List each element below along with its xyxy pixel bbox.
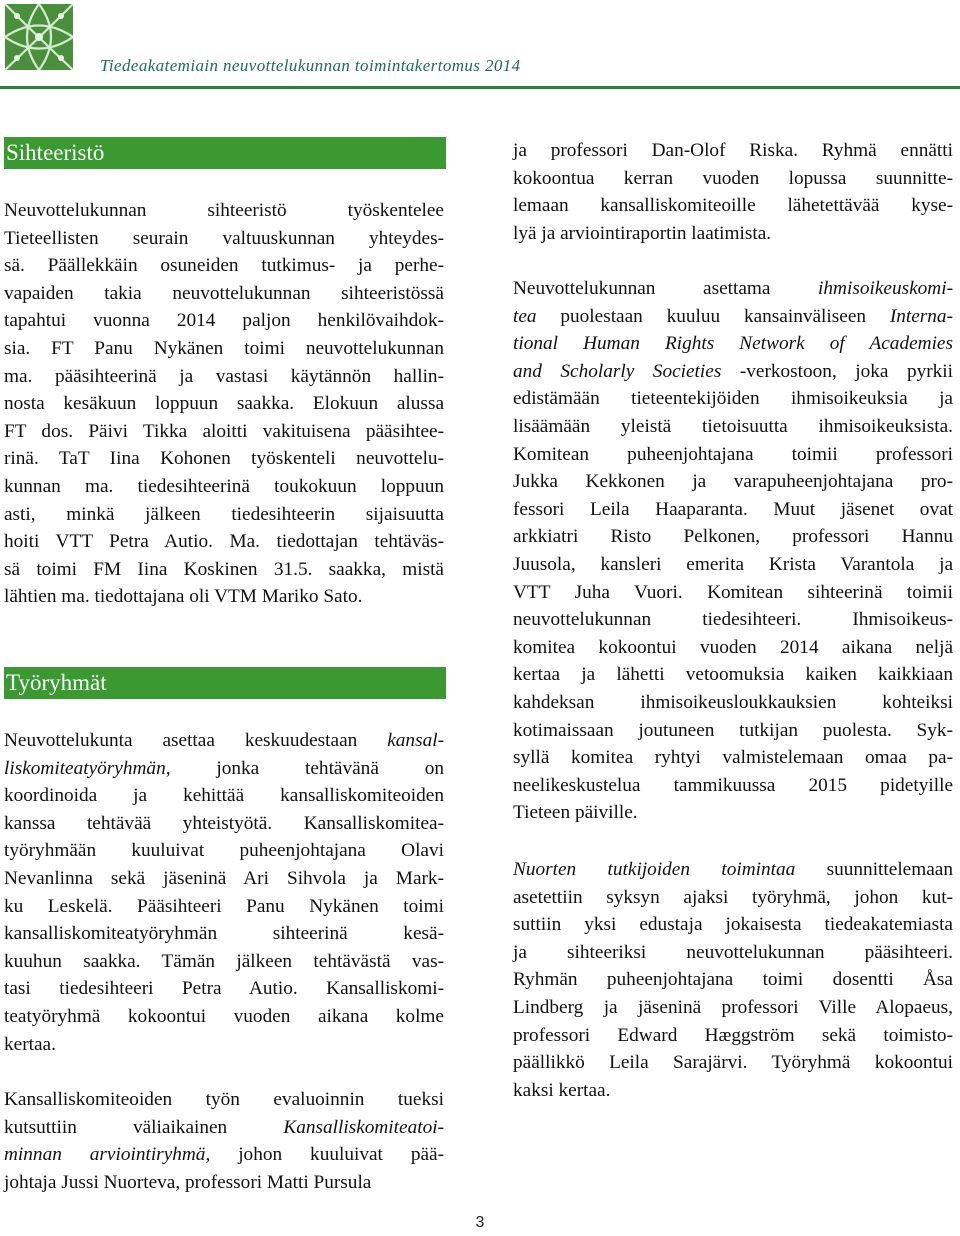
text: sä toimi FM Iina Koskinen 31.5. saakka, mistä xyxy=(4,558,444,580)
text-line xyxy=(513,1049,953,1077)
text-line xyxy=(4,1086,444,1114)
text-line xyxy=(4,473,444,501)
text: kunnan ma. tiedesihteerinä toukokuun loppuun xyxy=(4,475,444,497)
text-line xyxy=(513,220,953,248)
text: Neuvottelukunnan sihteeristö työskentelee xyxy=(4,200,444,221)
paragraph-kansalliskomiteatyoryhma xyxy=(4,727,444,1058)
text-line xyxy=(4,727,444,755)
text-line xyxy=(4,583,444,611)
text: edistämään tieteentekijöiden ihmisoikeuksia ja xyxy=(513,388,953,410)
text-line xyxy=(513,468,953,496)
text: professori Edward Hæggström sekä toimisto- xyxy=(513,1024,953,1046)
italic-text: tional Human Rights Network of Academies xyxy=(513,333,953,355)
text-line xyxy=(4,865,444,893)
text-line xyxy=(4,837,444,865)
text: Tieteellisten seurain valtuuskunnan yhteydes- xyxy=(4,227,444,249)
text-line xyxy=(513,441,953,469)
text-line xyxy=(513,358,953,386)
text: johtaja Jussi Nuorteva, professori Matti Pursula xyxy=(4,1171,372,1193)
text: lyä ja arviointiraportin laatimista. xyxy=(513,222,772,244)
text: Lindberg ja jäseninä professori Ville Alopaeus, xyxy=(513,996,953,1018)
text-line xyxy=(4,501,444,529)
text: kotimaissaan joutuneen tutkijan puolesta. Syk- xyxy=(513,719,953,741)
text: asti, minkä jälkeen tiedesihteerin sijaisuutta xyxy=(4,503,444,525)
text-line xyxy=(4,252,444,280)
text: Komitean puheenjohtajana toimii professori xyxy=(513,443,953,465)
text: neelikeskustelua tammikuussa 2015 pidetyille xyxy=(513,774,953,796)
text-line xyxy=(513,856,953,884)
text: Neuvottelukunnan asettama xyxy=(513,278,819,299)
text: puolestaan kuuluu kansainväliseen xyxy=(536,305,890,327)
text-line xyxy=(4,1169,444,1197)
text: , johon kuuluivat pää- xyxy=(205,1144,444,1166)
text: teatyöryhmä kokoontui vuoden aikana kolme xyxy=(4,1005,444,1027)
text: hoiti VTT Petra Autio. Ma. tiedottajan tehtäväs- xyxy=(4,531,444,553)
text-line xyxy=(513,275,953,303)
text-line xyxy=(513,385,953,413)
text-line xyxy=(513,165,953,193)
text-line xyxy=(513,606,953,634)
text: Nevanlinna sekä jäseninä Ari Sihvola ja Mark- xyxy=(4,867,444,889)
text-line xyxy=(4,1141,444,1169)
text: fessori Leila Haaparanta. Muut jäsenet ovat xyxy=(513,498,953,520)
text: -verkostoon, joka pyrkii xyxy=(721,360,953,382)
text-line xyxy=(513,772,953,800)
text-line xyxy=(4,528,444,556)
text-line xyxy=(513,330,953,358)
text-line xyxy=(4,920,444,948)
text-line xyxy=(513,689,953,717)
text-line xyxy=(4,556,444,584)
text-line xyxy=(513,303,953,331)
text: työryhmään kuuluivat puheenjohtajana Olavi xyxy=(4,840,444,862)
text: koordinoida ja kehittää kansalliskomiteoiden xyxy=(4,785,444,807)
italic-text: tea xyxy=(513,305,537,327)
text: suttiin yksi edustaja jokaisesta tiedeakatemiasta xyxy=(513,914,953,936)
text-line xyxy=(513,966,953,994)
text: tasi tiedesihteeri Petra Autio. Kansalliskomi- xyxy=(4,978,444,1000)
italic-text: ihmisoikeuskomi- xyxy=(818,278,953,299)
paragraph-arviointiryhma-continued xyxy=(513,137,953,247)
text: Kansalliskomiteoiden työn evaluoinnin tueksi xyxy=(4,1089,444,1110)
text-line xyxy=(4,948,444,976)
paragraph-arviointiryhma xyxy=(4,1086,444,1196)
text-line xyxy=(4,1114,444,1142)
text: arkkiatri Risto Pelkonen, professori Hannu xyxy=(513,526,953,548)
text-line xyxy=(513,911,953,939)
text-line xyxy=(4,307,444,335)
text: VTT Juha Vuori. Komitean sihteerinä toimii xyxy=(513,581,953,603)
text: kaksi kertaa. xyxy=(513,1079,611,1101)
paragraph-nuorten-tutkijoiden-toiminta xyxy=(513,856,953,1104)
header-divider xyxy=(0,86,960,89)
text: nosta kesäkuun loppuun saakka. Elokuun alussa xyxy=(4,393,444,415)
text-line xyxy=(4,782,444,810)
text-line xyxy=(4,363,444,391)
leaf-pattern-logo-icon xyxy=(5,4,73,70)
text: kanssa tehtävää yhteistyötä. Kansalliskomitea- xyxy=(4,812,444,834)
text: kutsuttiin väliaikainen xyxy=(4,1116,284,1138)
text: ku Leskelä. Pääsihteeri Panu Nykänen toimi xyxy=(4,895,444,917)
text-line xyxy=(4,445,444,473)
text-line xyxy=(513,579,953,607)
text-line xyxy=(513,192,953,220)
text-line xyxy=(4,1003,444,1031)
text: , jonka tehtävänä on xyxy=(165,757,444,779)
text: kuuhun saakka. Tämän jälkeen tehtävästä vas- xyxy=(4,950,444,972)
text-line xyxy=(513,717,953,745)
text-line xyxy=(4,1031,444,1059)
document-header-title: Tiedeakatemiain neuvottelukunnan toimintakertomus 2014 xyxy=(100,56,521,75)
italic-text: Nuorten tutkijoiden toimintaa xyxy=(513,859,796,880)
text-line xyxy=(4,975,444,1003)
section-heading-sihteeristo: Sihteeristö xyxy=(4,137,446,169)
section-heading-tyoryhmat: Työryhmät xyxy=(4,667,446,699)
text: Neuvottelukunta asettaa keskuudestaan xyxy=(4,730,388,751)
text: kertaa. xyxy=(4,1033,56,1055)
text-line xyxy=(513,884,953,912)
italic-text: and Scholarly Societies xyxy=(513,360,722,382)
text: ja professori Dan-Olof Riska. Ryhmä ennätti xyxy=(513,140,953,161)
text: rinä. TaT Iina Kohonen työskenteli neuvottelu- xyxy=(4,448,444,470)
text: lähtien ma. tiedottajana oli VTM Mariko Sato. xyxy=(4,586,363,608)
text-line xyxy=(4,810,444,838)
text: syllä komitea ryhtyi valmistelemaan omaa pa- xyxy=(513,747,953,769)
text: sia. FT Panu Nykänen toimi neuvottelukunnan xyxy=(4,337,444,359)
text: ja sihteeriksi neuvottelukunnan pääsihteeri. xyxy=(513,941,953,963)
text: neuvottelukunnan tiedesihteeri. Ihmisoikeus- xyxy=(513,609,953,631)
text-line xyxy=(4,755,444,783)
paragraph-sihteeristo xyxy=(4,197,444,611)
text-line xyxy=(513,413,953,441)
text: kahdeksan ihmisoikeusloukkauksien kohteiksi xyxy=(513,691,953,713)
paragraph-ihmisoikeuskomitea xyxy=(513,275,953,827)
italic-text: kansal- xyxy=(387,730,444,751)
text-line xyxy=(513,661,953,689)
text: lisäämään yleistä tietoisuutta ihmisoikeuksista. xyxy=(513,415,953,437)
text-line xyxy=(513,939,953,967)
text: Tieteen päiville. xyxy=(513,802,638,824)
italic-text: Interna- xyxy=(889,305,953,327)
text: suunnittelemaan xyxy=(795,859,953,880)
text: komitea kokoontui vuoden 2014 aikana neljä xyxy=(513,636,953,658)
text: tapahtui vuonna 2014 paljon henkilövaihdok- xyxy=(4,310,444,332)
text: vapaiden takia neuvottelukunnan sihteeristössä xyxy=(4,282,444,304)
italic-text: minnan arviointiryhmä xyxy=(4,1144,206,1166)
text-line xyxy=(4,197,444,225)
text-line xyxy=(513,1022,953,1050)
text: asetettiin syksyn ajaksi työryhmä, johon kut- xyxy=(513,886,953,908)
text: FT dos. Päivi Tikka aloitti vakituisena pääsihtee- xyxy=(4,420,444,442)
italic-text: liskomiteatyöryhmän xyxy=(4,757,166,779)
text-line xyxy=(513,551,953,579)
text-line xyxy=(513,1077,953,1105)
text-line xyxy=(4,390,444,418)
text: kansalliskomiteatyöryhmän sihteerinä kesä- xyxy=(4,923,444,945)
text-line xyxy=(513,634,953,662)
text: Juusola, kansleri emerita Krista Varantola ja xyxy=(513,553,953,575)
text-line xyxy=(513,137,953,165)
text-line xyxy=(513,744,953,772)
page-number: 3 xyxy=(475,1214,485,1231)
text: lemaan kansalliskomiteoille lähetettävää kyse- xyxy=(513,195,953,217)
text-line xyxy=(513,496,953,524)
text: päällikkö Leila Sarajärvi. Työryhmä kokoontui xyxy=(513,1052,953,1074)
italic-text: Kansalliskomiteatoi- xyxy=(283,1116,444,1138)
text-line xyxy=(4,418,444,446)
text-line xyxy=(4,225,444,253)
text-line xyxy=(513,799,953,827)
text: ma. pääsihteerinä ja vastasi käytännön hallin- xyxy=(4,365,444,387)
text: Jukka Kekkonen ja varapuheenjohtajana pro- xyxy=(513,471,953,493)
text-line xyxy=(513,523,953,551)
text: sä. Päällekkäin osuneiden tutkimus- ja perhe- xyxy=(4,255,444,277)
text-line xyxy=(4,335,444,363)
text: kertaa ja lähetti vetoomuksia kaiken kaikkiaan xyxy=(513,664,953,686)
text: Ryhmän puheenjohtajana toimi dosentti Åsa xyxy=(513,969,953,991)
text-line xyxy=(4,280,444,308)
text-line xyxy=(4,893,444,921)
text: kokoontua kerran vuoden lopussa suunnitte- xyxy=(513,167,953,189)
text-line xyxy=(513,994,953,1022)
